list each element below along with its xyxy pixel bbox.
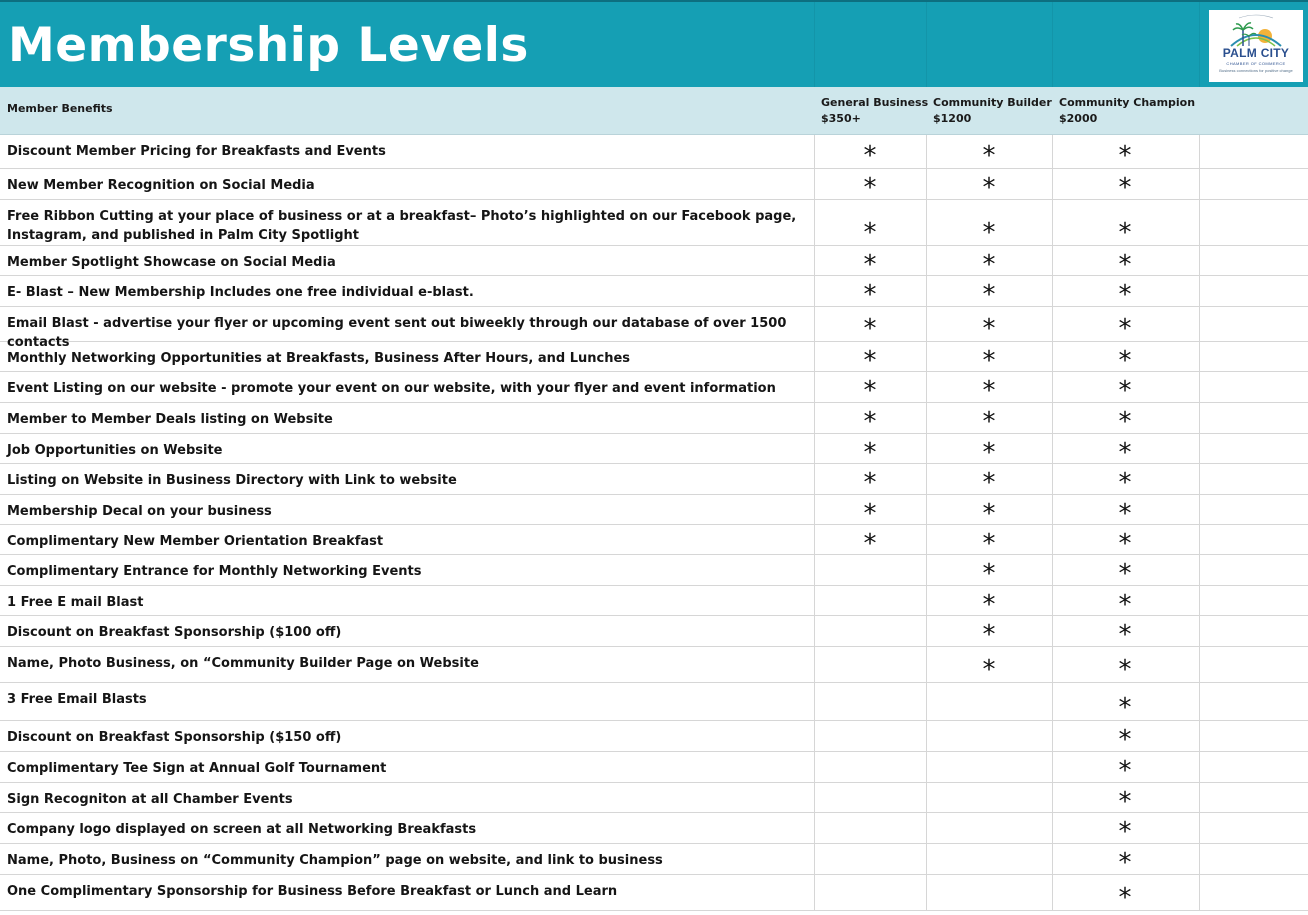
page-title: Membership Levels xyxy=(8,18,529,73)
cell-divider xyxy=(926,135,927,168)
cell-divider xyxy=(1199,495,1200,524)
cell-divider xyxy=(1052,616,1053,646)
cell-divider xyxy=(1052,875,1053,910)
included-mark-general-business: * xyxy=(863,314,877,344)
column-header-row xyxy=(0,87,1308,135)
benefit-text: Complimentary Entrance for Monthly Networking Events xyxy=(7,564,422,579)
included-mark-community-builder: * xyxy=(982,346,996,376)
cell-divider xyxy=(1052,752,1053,782)
cell-divider xyxy=(1199,683,1200,720)
benefit-text: New Member Recognition on Social Media xyxy=(7,178,315,193)
cell-divider xyxy=(1052,372,1053,402)
cell-divider xyxy=(1052,200,1053,245)
benefit-text: Name, Photo, Business on “Community Champion” page on website, and link to business xyxy=(7,853,663,868)
included-mark-community-champion: * xyxy=(1118,141,1132,171)
cell-divider xyxy=(1199,555,1200,585)
cell-divider xyxy=(1199,434,1200,463)
cell-divider xyxy=(926,721,927,751)
tier-price: $1200 xyxy=(933,112,972,125)
cell-divider xyxy=(1199,276,1200,306)
cell-divider xyxy=(1052,434,1053,463)
included-mark-general-business: * xyxy=(863,280,877,310)
cell-divider xyxy=(814,135,815,168)
cell-divider xyxy=(1052,342,1053,371)
cell-divider xyxy=(1199,246,1200,275)
cell-divider xyxy=(814,276,815,306)
included-mark-general-business: * xyxy=(863,173,877,203)
cell-divider xyxy=(814,495,815,524)
cell-divider xyxy=(926,683,927,720)
tier-name: Community Builder xyxy=(933,96,1052,109)
included-mark-community-champion: * xyxy=(1118,346,1132,376)
included-mark-community-champion: * xyxy=(1118,407,1132,437)
table-row xyxy=(0,683,1308,721)
cell-divider xyxy=(1052,276,1053,306)
tier-price: $350+ xyxy=(821,112,861,125)
table-row xyxy=(0,647,1308,683)
included-mark-community-champion: * xyxy=(1118,559,1132,589)
included-mark-general-business: * xyxy=(863,529,877,559)
table-row xyxy=(0,276,1308,310)
cell-divider xyxy=(926,875,927,910)
table-row xyxy=(0,525,1308,559)
table-row xyxy=(0,752,1308,786)
cell-divider xyxy=(814,752,815,782)
cell-divider xyxy=(1052,555,1053,585)
cell-divider xyxy=(1199,372,1200,402)
tier-header-community-champion xyxy=(1059,95,1195,127)
included-mark-community-builder: * xyxy=(982,438,996,468)
included-mark-community-builder: * xyxy=(982,173,996,203)
cell-divider xyxy=(1199,813,1200,843)
table-row xyxy=(0,783,1308,817)
benefit-text: Discount on Breakfast Sponsorship ($100 off) xyxy=(7,625,342,640)
benefit-text: Free Ribbon Cutting at your place of business or at a breakfast– Photo’s highlighted on our Facebook page, Instagram, and published in Palm City Spotlight xyxy=(7,209,797,243)
cell-divider xyxy=(814,586,815,615)
table-row xyxy=(0,246,1308,280)
cell-divider xyxy=(814,647,815,682)
cell-divider xyxy=(926,200,927,245)
cell-divider xyxy=(1199,752,1200,782)
cell-divider xyxy=(926,307,927,341)
logo-wordmark: PALM CITY xyxy=(1222,46,1290,60)
benefit-text: E- Blast – New Membership Includes one free individual e-blast. xyxy=(7,285,474,300)
palm-city-logo xyxy=(1209,10,1303,82)
table-row xyxy=(0,135,1308,169)
benefits-table xyxy=(0,135,1308,911)
benefit-text: Discount Member Pricing for Breakfasts and Events xyxy=(7,144,386,159)
table-row xyxy=(0,616,1308,650)
included-mark-community-builder: * xyxy=(982,620,996,650)
included-mark-community-champion: * xyxy=(1118,468,1132,498)
table-row xyxy=(0,307,1308,350)
member-benefits-header: Member Benefits xyxy=(7,102,113,115)
cell-divider xyxy=(814,403,815,433)
included-mark-community-builder: * xyxy=(982,376,996,406)
cell-divider xyxy=(814,200,815,245)
included-mark-community-builder: * xyxy=(982,499,996,529)
benefit-text: Monthly Networking Opportunities at Breakfasts, Business After Hours, and Lunches xyxy=(7,351,631,366)
included-mark-community-champion: * xyxy=(1118,693,1132,723)
cell-divider xyxy=(1052,586,1053,615)
benefit-text: Email Blast - advertise your flyer or upcoming event sent out biweekly through our database of over 1500 contacts xyxy=(7,316,787,350)
cell-divider xyxy=(1052,683,1053,720)
tier-header-general-business xyxy=(821,95,928,127)
table-row xyxy=(0,342,1308,376)
cell-divider xyxy=(1052,307,1053,341)
included-mark-community-builder: * xyxy=(982,407,996,437)
cell-divider xyxy=(926,752,927,782)
table-row xyxy=(0,200,1308,246)
included-mark-community-champion: * xyxy=(1118,848,1132,878)
cell-divider xyxy=(814,813,815,843)
cell-divider xyxy=(814,721,815,751)
cell-divider xyxy=(926,813,927,843)
benefit-text: Company logo displayed on screen at all Networking Breakfasts xyxy=(7,822,477,837)
cell-divider xyxy=(814,616,815,646)
cell-divider xyxy=(814,683,815,720)
cell-divider xyxy=(814,844,815,874)
logo-subtitle: CHAMBER OF COMMERCE xyxy=(1226,61,1286,66)
cell-divider xyxy=(1199,844,1200,874)
included-mark-community-builder: * xyxy=(982,218,996,248)
table-row xyxy=(0,464,1308,498)
cell-divider xyxy=(926,586,927,615)
cell-divider xyxy=(926,246,927,275)
included-mark-community-builder: * xyxy=(982,280,996,310)
cell-divider xyxy=(1199,721,1200,751)
benefit-text: Event Listing on our website - promote your event on our website, with your flyer and event information xyxy=(7,381,776,396)
cell-divider xyxy=(814,246,815,275)
cell-divider xyxy=(1199,200,1200,245)
included-mark-community-champion: * xyxy=(1118,438,1132,468)
included-mark-general-business: * xyxy=(863,218,877,248)
cell-divider xyxy=(1052,721,1053,751)
cell-divider xyxy=(1199,586,1200,615)
cell-divider xyxy=(926,403,927,433)
tier-name: General Business xyxy=(821,96,929,109)
included-mark-general-business: * xyxy=(863,438,877,468)
cell-divider xyxy=(926,434,927,463)
cell-divider xyxy=(1199,307,1200,341)
benefit-text: Name, Photo Business, on “Community Builder Page on Website xyxy=(7,656,479,671)
cell-divider xyxy=(814,464,815,494)
cell-divider xyxy=(814,169,815,199)
cell-divider xyxy=(1052,246,1053,275)
benefit-text: Complimentary Tee Sign at Annual Golf Tournament xyxy=(7,761,387,776)
table-row xyxy=(0,372,1308,406)
cell-divider xyxy=(926,495,927,524)
included-mark-general-business: * xyxy=(863,346,877,376)
included-mark-community-champion: * xyxy=(1118,376,1132,406)
cell-divider xyxy=(814,783,815,812)
cell-divider xyxy=(926,616,927,646)
included-mark-community-builder: * xyxy=(982,468,996,498)
table-row xyxy=(0,434,1308,468)
cell-divider xyxy=(1052,169,1053,199)
included-mark-general-business: * xyxy=(863,468,877,498)
cell-divider xyxy=(926,844,927,874)
included-mark-community-champion: * xyxy=(1118,173,1132,203)
cell-divider xyxy=(1199,616,1200,646)
cell-divider xyxy=(926,372,927,402)
included-mark-community-champion: * xyxy=(1118,817,1132,847)
cell-divider xyxy=(1052,813,1053,843)
included-mark-general-business: * xyxy=(863,376,877,406)
cell-divider xyxy=(1199,464,1200,494)
table-row xyxy=(0,844,1308,878)
benefit-text: One Complimentary Sponsorship for Business Before Breakfast or Lunch and Learn xyxy=(7,884,618,899)
included-mark-general-business: * xyxy=(863,141,877,171)
included-mark-general-business: * xyxy=(863,407,877,437)
cell-divider xyxy=(1052,783,1053,812)
table-row xyxy=(0,875,1308,911)
cell-divider xyxy=(814,342,815,371)
cell-divider xyxy=(926,276,927,306)
included-mark-community-champion: * xyxy=(1118,529,1132,559)
table-row xyxy=(0,403,1308,437)
table-row xyxy=(0,586,1308,620)
included-mark-community-champion: * xyxy=(1118,499,1132,529)
tier-header-community-builder xyxy=(933,95,1052,127)
included-mark-community-champion: * xyxy=(1118,590,1132,620)
cell-divider xyxy=(1052,135,1053,168)
cell-divider xyxy=(1199,403,1200,433)
cell-divider xyxy=(926,464,927,494)
included-mark-community-champion: * xyxy=(1118,655,1132,685)
cell-divider xyxy=(814,307,815,341)
table-row xyxy=(0,721,1308,755)
tier-price: $2000 xyxy=(1059,112,1098,125)
included-mark-community-builder: * xyxy=(982,655,996,685)
table-row xyxy=(0,169,1308,203)
cell-divider xyxy=(814,875,815,910)
cell-divider xyxy=(926,342,927,371)
included-mark-community-champion: * xyxy=(1118,787,1132,817)
cell-divider xyxy=(1052,844,1053,874)
included-mark-community-builder: * xyxy=(982,559,996,589)
cell-divider xyxy=(1052,464,1053,494)
title-banner xyxy=(0,0,1308,87)
cell-divider xyxy=(814,372,815,402)
cell-divider xyxy=(926,169,927,199)
included-mark-community-champion: * xyxy=(1118,883,1132,913)
benefit-text: Membership Decal on your business xyxy=(7,504,272,519)
included-mark-general-business: * xyxy=(863,499,877,529)
cell-divider xyxy=(1199,783,1200,812)
benefit-text: Complimentary New Member Orientation Breakfast xyxy=(7,534,384,549)
included-mark-community-champion: * xyxy=(1118,756,1132,786)
benefit-text: Sign Recogniton at all Chamber Events xyxy=(7,792,293,807)
cell-divider xyxy=(926,783,927,812)
cell-divider xyxy=(1199,169,1200,199)
cell-divider xyxy=(1052,495,1053,524)
cell-divider xyxy=(926,525,927,554)
cell-divider xyxy=(1199,342,1200,371)
table-row xyxy=(0,555,1308,589)
table-row xyxy=(0,495,1308,529)
benefit-text: 3 Free Email Blasts xyxy=(7,692,147,707)
benefit-text: Discount on Breakfast Sponsorship ($150 off) xyxy=(7,730,342,745)
included-mark-community-champion: * xyxy=(1118,250,1132,280)
included-mark-community-builder: * xyxy=(982,590,996,620)
cell-divider xyxy=(1052,647,1053,682)
included-mark-community-champion: * xyxy=(1118,218,1132,248)
logo-tagline: Business connections for positive change xyxy=(1219,68,1293,73)
cell-divider xyxy=(1052,403,1053,433)
benefit-text: Listing on Website in Business Directory with Link to website xyxy=(7,473,457,488)
included-mark-community-champion: * xyxy=(1118,725,1132,755)
table-row xyxy=(0,813,1308,847)
tier-name: Community Champion xyxy=(1059,96,1196,109)
cell-divider xyxy=(814,555,815,585)
benefit-text: Member Spotlight Showcase on Social Media xyxy=(7,255,336,270)
included-mark-community-builder: * xyxy=(982,250,996,280)
included-mark-community-champion: * xyxy=(1118,620,1132,650)
benefit-text: Member to Member Deals listing on Website xyxy=(7,412,333,427)
cell-divider xyxy=(814,525,815,554)
benefit-text: 1 Free E mail Blast xyxy=(7,595,144,610)
included-mark-community-builder: * xyxy=(982,141,996,171)
included-mark-general-business: * xyxy=(863,250,877,280)
cell-divider xyxy=(926,647,927,682)
cell-divider xyxy=(926,555,927,585)
included-mark-community-builder: * xyxy=(982,314,996,344)
cell-divider xyxy=(814,434,815,463)
cell-divider xyxy=(1199,875,1200,910)
cell-divider xyxy=(1052,525,1053,554)
benefit-text: Job Opportunities on Website xyxy=(7,443,223,458)
included-mark-community-champion: * xyxy=(1118,280,1132,310)
cell-divider xyxy=(1199,135,1200,168)
included-mark-community-builder: * xyxy=(982,529,996,559)
included-mark-community-champion: * xyxy=(1118,314,1132,344)
cell-divider xyxy=(1199,647,1200,682)
cell-divider xyxy=(1199,525,1200,554)
